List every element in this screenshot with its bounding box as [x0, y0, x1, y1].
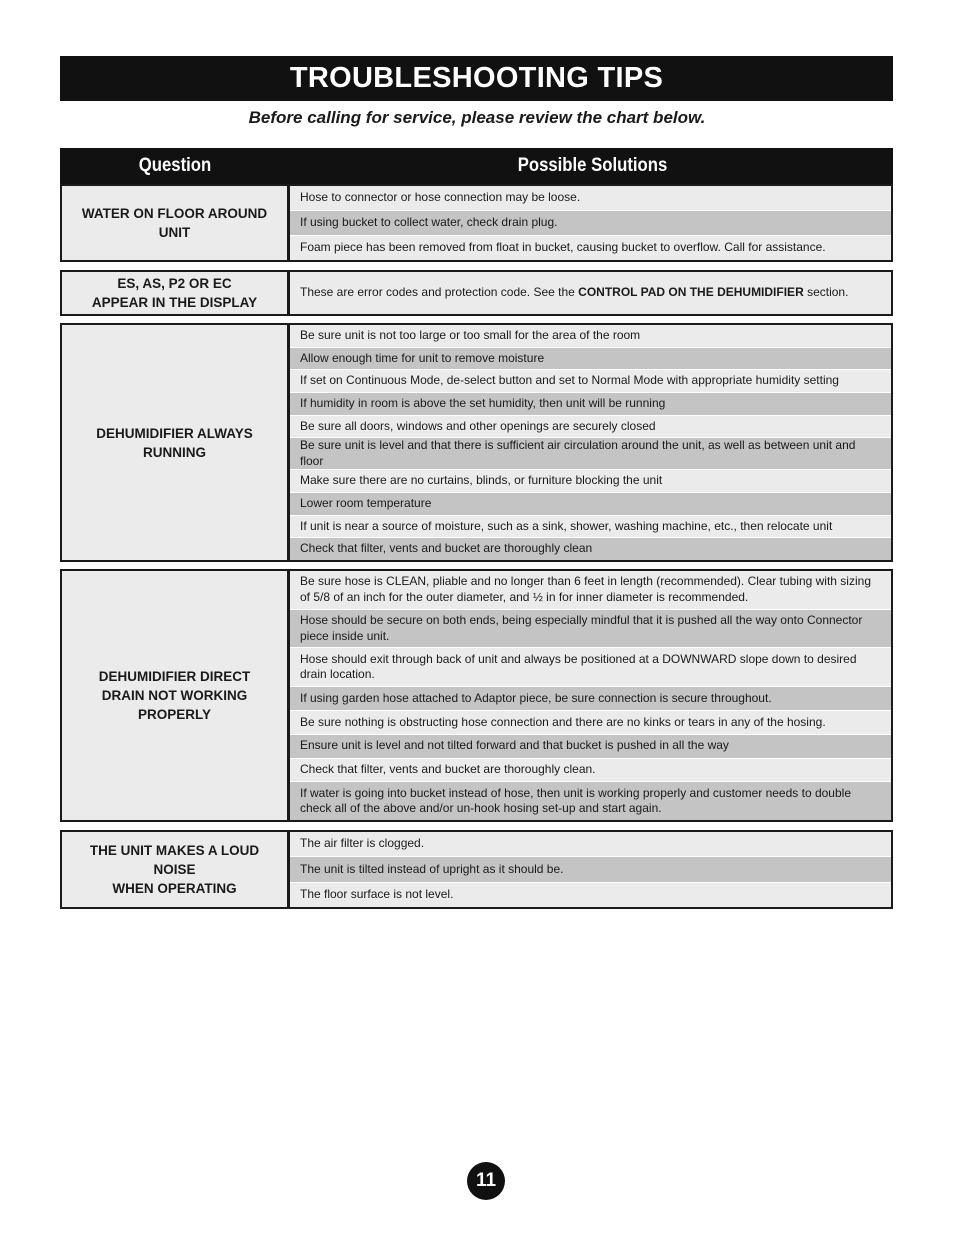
solution-row: Hose to connector or hose connection may be loose. — [290, 186, 891, 211]
solution-row: Allow enough time for unit to remove moisture — [290, 348, 891, 371]
question-cell — [62, 325, 290, 560]
troubleshooting-group-error-codes — [60, 270, 893, 316]
solutions-list — [290, 571, 891, 820]
troubleshooting-group-water-on-floor — [60, 184, 893, 262]
question-text: ES, AS, P2 OR EC APPEAR IN THE DISPLAY — [91, 276, 258, 310]
solution-row: Be sure all doors, windows and other openings are securely closed — [290, 416, 891, 439]
solution-text-bold: CONTROL PAD ON THE DEHUMIDIFIER — [578, 285, 804, 300]
question-cell — [62, 186, 290, 260]
troubleshooting-group-loud-noise — [60, 830, 893, 909]
solution-row: If unit is near a source of moisture, such as a sink, shower, washing machine, etc., then relocate unit — [290, 516, 891, 539]
solution-row: Foam piece has been removed from float in bucket, causing bucket to overflow. Call for assistance. — [290, 236, 891, 260]
solution-row: Lower room temperature — [290, 493, 891, 516]
question-text: DEHUMIDIFIER ALWAYS RUNNING — [96, 425, 253, 460]
page-number-badge: 11 — [467, 1162, 505, 1200]
question-text: WATER ON FLOOR AROUND UNIT — [81, 206, 268, 240]
solution-text — [300, 285, 848, 301]
solution-text-after: section. — [803, 285, 849, 300]
question-column-header: Question — [138, 155, 212, 176]
question-cell — [62, 272, 290, 314]
solutions-column-header: Possible Solutions — [517, 155, 668, 176]
solution-row: If water is going into bucket instead of hose, then unit is working properly and customer needs to double check all of the above and/or un-hook hosing set-up and start again. — [290, 782, 891, 820]
solution-row: If using garden hose attached to Adaptor piece, be sure connection is secure throughout. — [290, 687, 891, 711]
solution-row: Be sure hose is CLEAN, pliable and no longer than 6 feet in length (recommended). Clear tubing with sizing of 5/8 of an inch for the outer diameter, and ½ in for inner diameter is recommended. — [290, 571, 891, 610]
solution-row: Make sure there are no curtains, blinds, or furniture blocking the unit — [290, 470, 891, 493]
troubleshooting-group-always-running — [60, 323, 893, 562]
question-cell — [62, 832, 290, 907]
solutions-list — [290, 272, 891, 314]
troubleshooting-group-direct-drain — [60, 569, 893, 822]
question-cell — [62, 571, 290, 820]
solution-row: If set on Continuous Mode, de-select button and set to Normal Mode with appropriate humidity setting — [290, 370, 891, 393]
question-text: DEHUMIDIFIER DIRECT DRAIN NOT WORKING PROPERLY — [98, 669, 251, 722]
page-subtitle: Before calling for service, please review the chart below. — [248, 108, 706, 127]
table-header — [60, 148, 893, 184]
solution-row: If humidity in room is above the set humidity, then unit will be running — [290, 393, 891, 416]
solution-text-before: These are error codes and protection code. See the — [300, 285, 579, 300]
solution-row: Hose should be secure on both ends, being especially mindful that it is pushed all the way onto Connector piece inside unit. — [290, 610, 891, 649]
solution-row: The floor surface is not level. — [290, 883, 891, 907]
solution-row: Check that filter, vents and bucket are thoroughly clean. — [290, 759, 891, 783]
solution-row: Be sure nothing is obstructing hose connection and there are no kinks or tears in any of the hosing. — [290, 711, 891, 735]
solutions-list — [290, 832, 891, 907]
solution-row: If using bucket to collect water, check drain plug. — [290, 211, 891, 236]
solution-row: Be sure unit is not too large or too small for the area of the room — [290, 325, 891, 348]
solution-row: Ensure unit is level and not tilted forward and that bucket is pushed in all the way — [290, 735, 891, 759]
solutions-list — [290, 186, 891, 260]
page-title: TROUBLESHOOTING TIPS — [60, 56, 893, 101]
solution-row: Check that filter, vents and bucket are thoroughly clean — [290, 538, 891, 560]
solution-row: The unit is tilted instead of upright as it should be. — [290, 857, 891, 882]
solutions-list — [290, 325, 891, 560]
question-text: THE UNIT MAKES A LOUD NOISE WHEN OPERATING — [89, 843, 260, 896]
solution-row — [290, 272, 891, 314]
solution-row: The air filter is clogged. — [290, 832, 891, 857]
solution-row: Be sure unit is level and that there is sufficient air circulation around the unit, as well as between unit and floor — [290, 438, 891, 470]
solution-row: Hose should exit through back of unit and always be positioned at a DOWNWARD slope down to desired drain location. — [290, 648, 891, 687]
